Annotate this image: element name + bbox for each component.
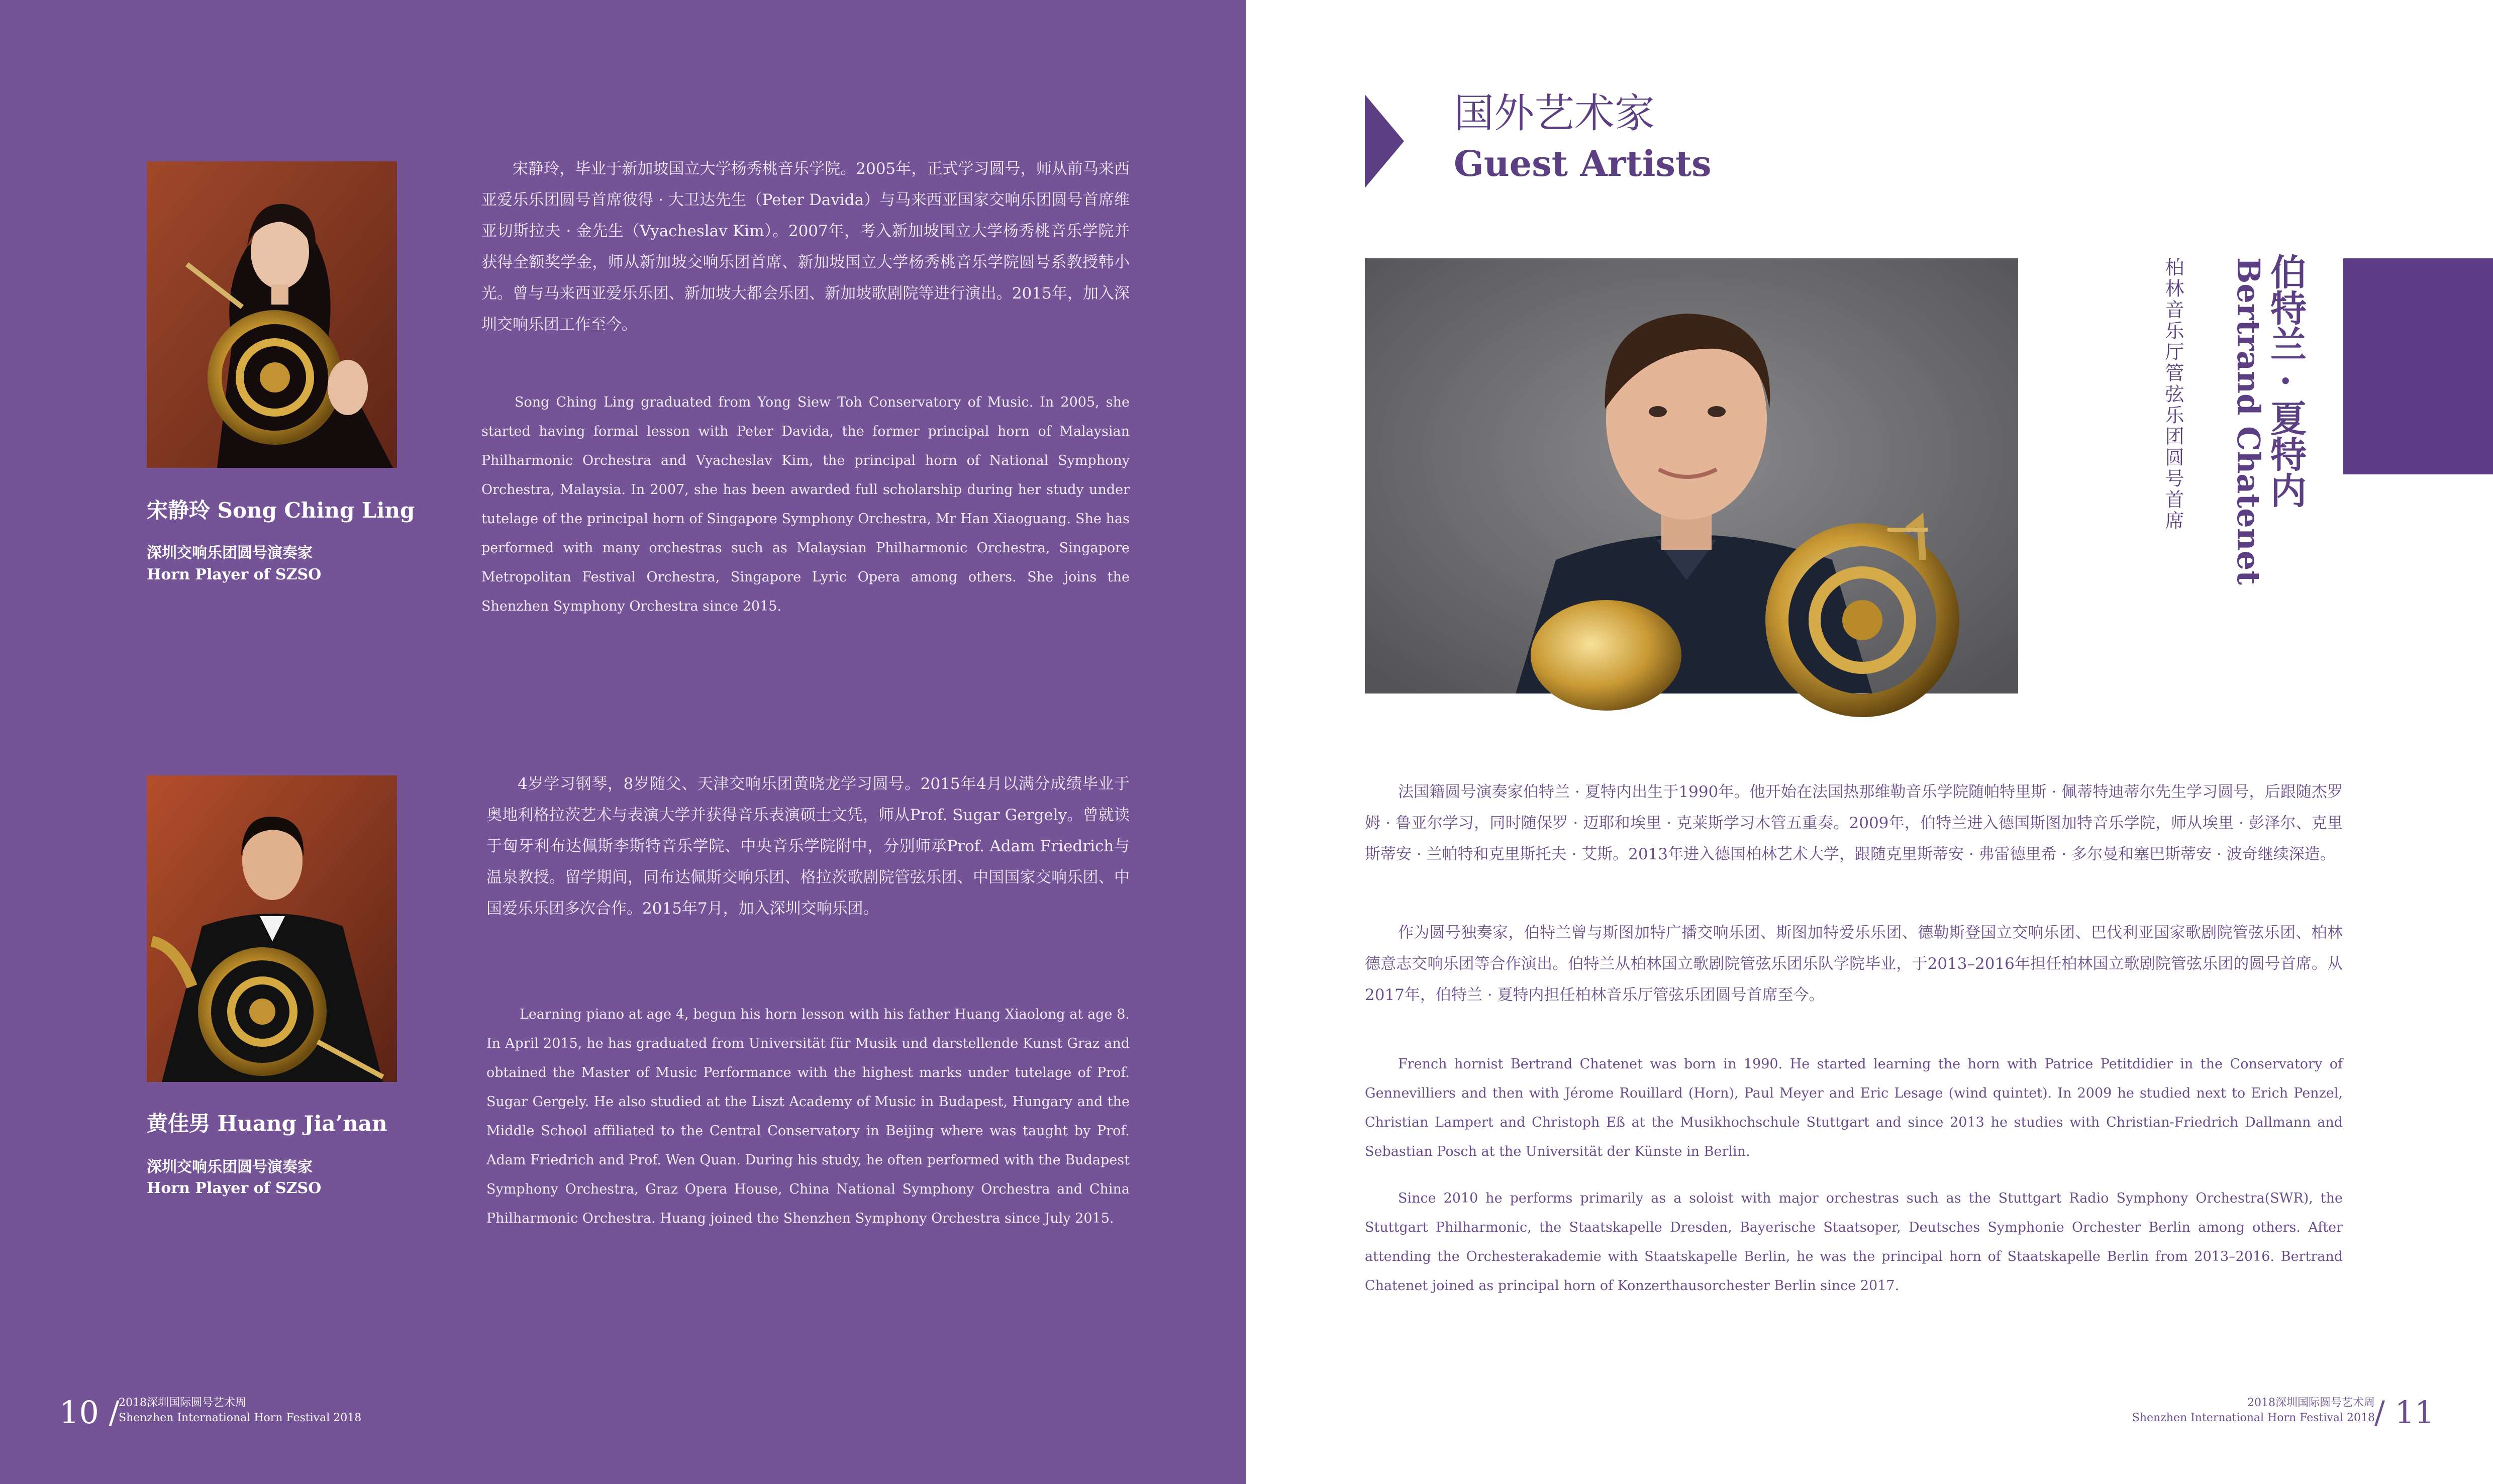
artist-name: 黄佳男 Huang Jia’nan [147,1111,387,1136]
guest-bio-zh-2: 作为圆号独奏家，伯特兰曾与斯图加特广播交响乐团、斯图加特爱乐乐团、德勒斯登国立交响乐团、巴伐利亚国家歌剧院管弦乐团、柏林德意志交响乐团等合作演出。伯特兰从柏林国立歌剧院管弦乐团乐队学院毕业，于2013–2016年担任柏林国立歌剧院管弦乐团的圆号首席。从2017年，伯特兰 · 夏特内担任柏林音乐厅管弦乐团圆号首席至今。 [1365,924,2343,1004]
header-triangle-icon [1365,94,1404,188]
footer-festival-zh: 2018深圳国际圆号艺术周 [2247,1397,2375,1409]
footer-festival-zh: 2018深圳国际圆号艺术周 [119,1397,246,1409]
left-page [0,0,1246,1484]
page-number: / 11 [2374,1394,2435,1431]
artist-name: 宋静玲 Song Ching Ling [147,498,415,523]
artist-role-en: Horn Player of SZSO [147,1179,322,1197]
artist-bio-en: Song Ching Ling graduated from Yong Siew Toh Conservatory of Music. In 2005, she started having formal lesson with Peter Davida, the former principal horn of Malaysian Philharmonic Orchestra and Vyacheslav Kim, the principal horn of National Symphony Orchestra, Malaysia. In 2007, she has been awarded full scholarship during her study under tutelage of the principal horn of Singapore Symphony Orchestra, Mr Han Xiaoguang. She has performed with many orchestras such as Malaysian Philharmonic Orchestra, Singapore Metropolitan Festival Orchestra, Singapore Lyric Opera among others. She joins the Shenzhen Symphony Orchestra since 2015. [481,394,1130,614]
side-tab [2343,258,2493,474]
artist-role-en: Horn Player of SZSO [147,566,322,583]
section-title-zh: 国外艺术家 [1454,90,1655,137]
artist-bio-zh: 4岁学习钢琴，8岁随父、天津交响乐团黄晓龙学习圆号。2015年4月以满分成绩毕业于奥地利格拉茨艺术与表演大学并获得音乐表演硕士文凭，师从Prof. Sugar Gergely。曾就读于匈牙利布达佩斯李斯特音乐学院、中央音乐学院附中，分别师承Prof. Adam Friedrich与温泉教授。留学期间，同布达佩斯交响乐团、格拉茨歌剧院管弦乐团、中国国家交响乐团、中国爱乐乐团多次合作。2015年7月，加入深圳交响乐团。 [486,775,1130,918]
guest-bio-en-2: Since 2010 he performs primarily as a soloist with major orchestras such as the Stuttgart Radio Symphony Orchestra(SWR), the Stuttgart Philharmonic, the Staatskapelle Dresden, Bayerische Staatsoper, Deutsches Symphonie Orchester Berlin among others. After attending the Orchesterakademie with Staatskapelle Berlin, he was the principal horn of Staatskapelle Berlin from 2013–2016. Bertrand Chatenet joined as principal horn of Konzerthausorchester Berlin since 2017. [1365,1191,2343,1294]
guest-name-zh: 伯特兰 · 夏特内 [2264,253,2307,509]
artist-bio-en: Learning piano at age 4, begun his horn lesson with his father Huang Xiaolong at age 8. In April 2015, he has graduated from Universität für Musik und darstellende Kunst Graz and obtained the Master of Music Performance with the highest marks under tutelage of Prof. Sugar Gergely. He also studied at the Liszt Academy of Music in Budapest, Hungary and the Middle School affiliated to the Central Conservatory in Beijing where was taught by Prof. Adam Friedrich and Prof. Wen Quan. During his study, he often performed with the Budapest Symphony Orchestra, Graz Opera House, China National Symphony Orchestra and China Philharmonic Orchestra. Huang joined the Shenzhen Symphony Orchestra since July 2015. [486,1007,1130,1226]
guest-photo-bertrand-chatenet [1365,258,2018,694]
artist-photo-huang-jianan [147,775,397,1082]
guest-role-zh: 柏林音乐厅管弦乐团圆号首席 [2162,257,2184,532]
footer-festival-en: Shenzhen International Horn Festival 2018 [2132,1412,2375,1424]
artist-photo-song-ching-ling [147,161,397,468]
artist-bio-zh: 宋静玲，毕业于新加坡国立大学杨秀桃音乐学院。2005年，正式学习圆号，师从前马来西亚爱乐乐团圆号首席彼得 · 大卫达先生（Peter Davida）与马来西亚国家交响乐团圆号首席维亚切斯拉夫 · 金先生（Vyacheslav Kim）。2007年，考入新加坡国立大学杨秀桃音乐学院并获得全额奖学金，师从新加坡交响乐团首席、新加坡国立大学杨秀桃音乐学院圆号系教授韩小光。曾与马来西亚爱乐乐团、新加坡大都会乐团、新加坡歌剧院等进行演出。2015年，加入深圳交响乐团工作至今。 [481,160,1130,334]
page-number: 10 / [59,1394,120,1431]
section-title-en: Guest Artists [1454,143,1712,184]
guest-bio-en-1: French hornist Bertrand Chatenet was born in 1990. He started learning the horn with Patrice Petitdidier in the Conservatory of Gennevilliers and then with Jérome Rouillard (Horn), Paul Meyer and Eric Lesage (wind quintet). In 2009 he studied next to Erich Penzel, Christian Lampert and Christoph Eß at the Musikhochschule Stuttgart and since 2013 he studies with Christian-Friedrich Dallmann and Sebastian Posch at the Universität der Künste in Berlin. [1365,1056,2343,1159]
artist-role-zh: 深圳交响乐团圆号演奏家 [147,544,313,562]
footer-festival-en: Shenzhen International Horn Festival 2018 [119,1412,362,1424]
guest-name-en: Bertrand Chatenet [2230,257,2267,585]
artist-role-zh: 深圳交响乐团圆号演奏家 [147,1158,313,1176]
guest-bio-zh-1: 法国籍圆号演奏家伯特兰 · 夏特内出生于1990年。他开始在法国热那维勒音乐学院随帕特里斯 · 佩蒂特迪蒂尔先生学习圆号，后跟随杰罗姆 · 鲁亚尔学习，同时随保罗 · 迈耶和埃里 · 克莱斯学习木管五重奏。2009年，伯特兰进入德国斯图加特音乐学院，师从埃里 · 彭泽尔、克里斯蒂安 · 兰帕特和克里斯托夫 · 艾斯。2013年进入德国柏林艺术大学，跟随克里斯蒂安 · 弗雷德里希 · 多尔曼和塞巴斯蒂安 · 波奇继续深造。 [1365,783,2343,863]
